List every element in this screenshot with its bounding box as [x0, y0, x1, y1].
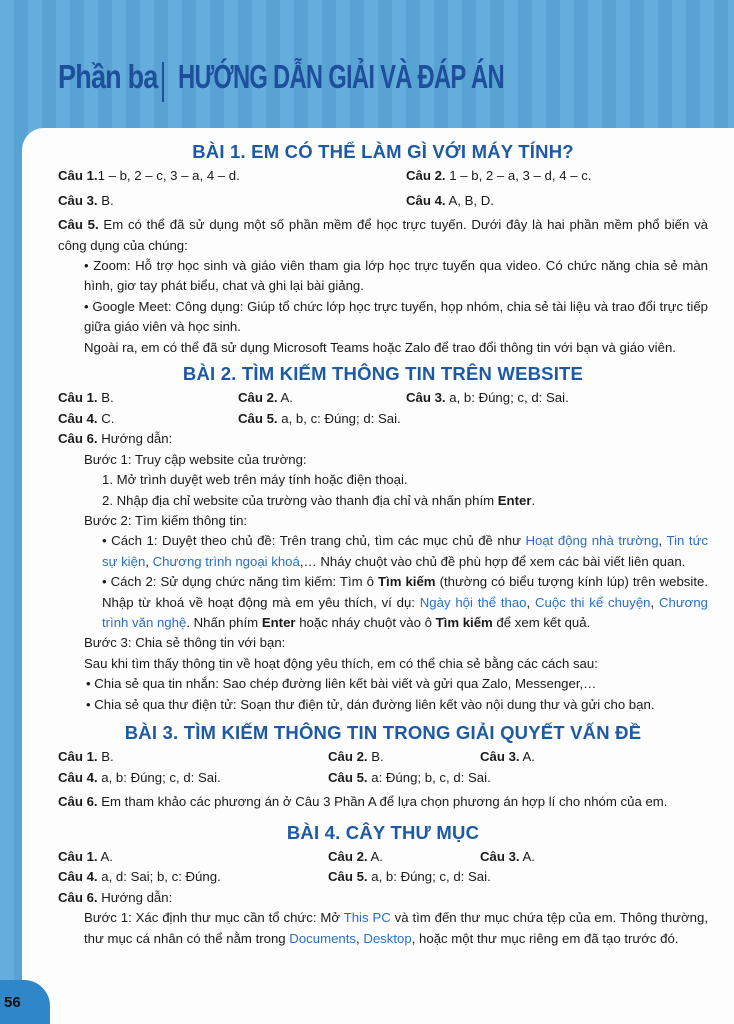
step-heading [58, 908, 708, 949]
question-label: Câu 1. [58, 749, 98, 765]
question-label: Câu 6. [58, 889, 98, 905]
section-title-b3: BÀI 3. TÌM KIẾM THÔNG TIN TRONG GIẢI QUYẾT VẤN ĐỀ [124, 721, 642, 743]
step-text: , hoặc một thư mục riêng em đã tạo trước đó. [411, 930, 679, 946]
step-text: 2. Nhập địa chỉ website của trường vào thanh địa chỉ và nhấn phím [102, 492, 498, 508]
answer-text: a, d: Sai; b, c: Đúng. [97, 869, 221, 885]
step-heading: Bước 2: Tìm kiếm thông tin: [84, 512, 248, 528]
question-label: Câu 4. [58, 869, 98, 885]
answer-row [58, 847, 708, 867]
question-label: Câu 1. [58, 168, 98, 184]
share-item: • Chia sẻ qua tin nhắn: Sao chép đường liên kết bài viết và gửi qua Zalo, Messenger,… [86, 676, 597, 692]
step-item: 1. Mở trình duyệt web trên máy tính hoặc điện thoại. [102, 472, 408, 488]
question-label: Câu 2. [406, 168, 446, 184]
answer-row [58, 191, 708, 211]
page-number: 56 [4, 994, 21, 1011]
answer-text: Hướng dẫn: [97, 431, 173, 447]
section-title-b2: BÀI 2. TÌM KIẾM THÔNG TIN TRÊN WEBSITE [182, 363, 584, 385]
answer-text: A. [519, 849, 535, 864]
bullet-meet: • Google Meet: Công dụng: Giúp tổ chức lớp học trực tuyến, họp nhóm, chia sẻ tài liệu và trao đổi trực tiếp giữa giáo viên và học sinh. [84, 298, 708, 335]
answer-text: a, b: Đúng; c, d: Sai. [445, 390, 569, 406]
answer-text: Em tham khảo các phương án ở Câu 3 Phần A để lựa chọn phương án hợp lí cho nhóm của em. [97, 794, 668, 810]
step-intro: Sau khi tìm thấy thông tin về hoạt động yêu thích, em có thể chia sẻ bằng các cách sau: [84, 655, 598, 671]
part-label: Phần ba [58, 58, 158, 95]
answer-text: Em có thể đã sử dụng một số phần mềm để học trực tuyến. Dưới đây là hai phần mềm phổ biến và công dụng của chúng: [58, 217, 708, 253]
question-label: Câu 5. [328, 869, 368, 885]
section-title-b1: BÀI 1. EM CÓ THỂ LÀM GÌ VỚI MÁY TÍNH? [192, 141, 574, 162]
answer-text: a: Đúng; b, c, d: Sai. [367, 769, 491, 785]
question-label: Câu 2. [328, 749, 368, 765]
question-label: Câu 1. [58, 390, 98, 406]
search-box-label: Tìm kiếm [435, 614, 493, 630]
answer-text: a, b: Đúng; c, d: Sai. [367, 869, 491, 885]
answer-content [58, 140, 708, 949]
question-label: Câu 5. [328, 769, 368, 785]
link-van-nghe[interactable]: Chương trình văn nghệ [102, 594, 708, 630]
step-text: . [531, 492, 536, 508]
method-1 [58, 531, 708, 572]
step-text: Bước 1: Xác định thư mục cần tổ chức: Mở [84, 910, 344, 926]
search-box-label: Tìm kiếm [378, 574, 436, 590]
link-documents[interactable]: Documents [289, 930, 356, 946]
answer-paragraph [58, 888, 708, 908]
question-label: Câu 5. [58, 217, 99, 233]
question-label: Câu 3. [480, 849, 520, 864]
link-ke-chuyen[interactable]: Cuộc thi kể chuyện [534, 594, 651, 610]
answer-row [58, 768, 708, 788]
share-item: • Chia sẻ qua thư điện tử: Soạn thư điện tử, dán đường liên kết vào nội dung thư và gửi cho bạn. [86, 696, 655, 712]
step-heading: Bước 1: Truy cập website của trường: [84, 451, 307, 467]
answer-row [58, 867, 708, 887]
answer-row [58, 409, 708, 429]
answer-text: a, b: Đúng; c, d: Sai. [97, 769, 221, 785]
method-text: , [145, 553, 153, 569]
method-text: • Cách 1: Duyệt theo chủ đề: Trên trang chủ, tìm các mục chủ đề như [102, 533, 526, 549]
question-label: Câu 4. [58, 410, 98, 426]
answer-row [58, 166, 708, 186]
answer-text: Hướng dẫn: [97, 889, 173, 905]
bullet-zoom: • Zoom: Hỗ trợ học sinh và giáo viên tham gia lớp học trực tuyến qua video. Có chức năng chia sẻ màn hình, giơ tay phát biểu, chat và ghi lại bài giảng. [84, 258, 708, 294]
question-label: Câu 4. [58, 769, 98, 785]
link-tin-tuc[interactable]: Tin tức sự kiện [102, 533, 708, 569]
question-label: Câu 3. [406, 390, 446, 406]
step-item [58, 491, 708, 511]
step-text: , [356, 930, 364, 946]
answer-text: A. [277, 390, 293, 406]
answer-row [58, 747, 708, 767]
header-divider [162, 62, 164, 102]
method-text: , [526, 594, 535, 610]
answer-paragraph [58, 429, 708, 449]
question-label: Câu 4. [406, 192, 446, 208]
link-this-pc[interactable]: This PC [343, 910, 391, 926]
method-text: , [658, 533, 667, 549]
method-text: • Cách 2: Sử dụng chức năng tìm kiếm: Tìm ô [102, 574, 378, 590]
section-title-b4: BÀI 4. CÂY THƯ MỤC [286, 821, 480, 843]
link-desktop[interactable]: Desktop [363, 930, 412, 946]
method-text: để xem kết quả. [492, 614, 591, 630]
answer-text: a, b, c: Đúng; d: Sai. [277, 410, 401, 426]
answer-text: B. [97, 749, 114, 765]
question-label: Câu 2. [328, 849, 368, 864]
method-2 [58, 572, 708, 633]
question-label: Câu 3. [480, 749, 520, 765]
key-enter: Enter [497, 492, 532, 508]
link-hoat-dong[interactable]: Hoạt động nhà trường [525, 533, 659, 549]
question-label: Câu 1. [58, 849, 98, 864]
answer-row [58, 388, 708, 408]
answer-text: A. [367, 849, 383, 864]
answer-paragraph [58, 792, 708, 812]
link-ngoai-khoa[interactable]: Chương trình ngoại khoá [152, 553, 300, 569]
method-text: ,… Nháy chuột vào chủ đề phù hợp để xem các bài viết liên quan. [299, 553, 686, 569]
method-text: hoặc nháy chuột vào ô [295, 614, 436, 630]
question-label: Câu 6. [58, 431, 98, 447]
question-label: Câu 5. [238, 410, 278, 426]
key-enter: Enter [261, 614, 296, 630]
step-text: và tìm đến thư mục chứa tệp của em. Thông thường, thư mục cá nhân có thể nằm trong [84, 910, 708, 946]
step-heading: Bước 3: Chia sẻ thông tin với bạn: [84, 635, 286, 651]
answer-paragraph [58, 215, 708, 256]
method-text: . Nhấn phím [186, 614, 262, 630]
answer-text: A. [97, 849, 113, 864]
answer-text: A. [519, 749, 535, 765]
answer-text: 1 – b, 2 – a, 3 – d, 4 – c. [445, 168, 592, 184]
question-label: Câu 6. [58, 794, 98, 810]
answer-text: B. [367, 749, 384, 765]
question-label: Câu 3. [58, 192, 98, 208]
page-title: HƯỚNG DẪN GIẢI VÀ ĐÁP ÁN [178, 58, 504, 95]
answer-text: C. [97, 410, 115, 426]
answer-note: Ngoài ra, em có thể đã sử dụng Microsoft Teams hoặc Zalo để trao đổi thông tin với bạn và giáo viên. [84, 339, 676, 355]
method-text: , [650, 594, 659, 610]
answer-text: B. [97, 192, 114, 208]
question-label: Câu 2. [238, 390, 278, 406]
answer-text: B. [97, 390, 114, 406]
method-text: (thường có biểu tượng kính lúp) trên website. Nhập từ khoá về hoạt động mà em yêu thích, ví dụ: [102, 574, 708, 610]
answer-text: 1 – b, 2 – c, 3 – a, 4 – d. [97, 168, 240, 184]
answer-text: A, B, D. [445, 192, 494, 208]
link-the-thao[interactable]: Ngày hội thể thao [419, 594, 527, 610]
